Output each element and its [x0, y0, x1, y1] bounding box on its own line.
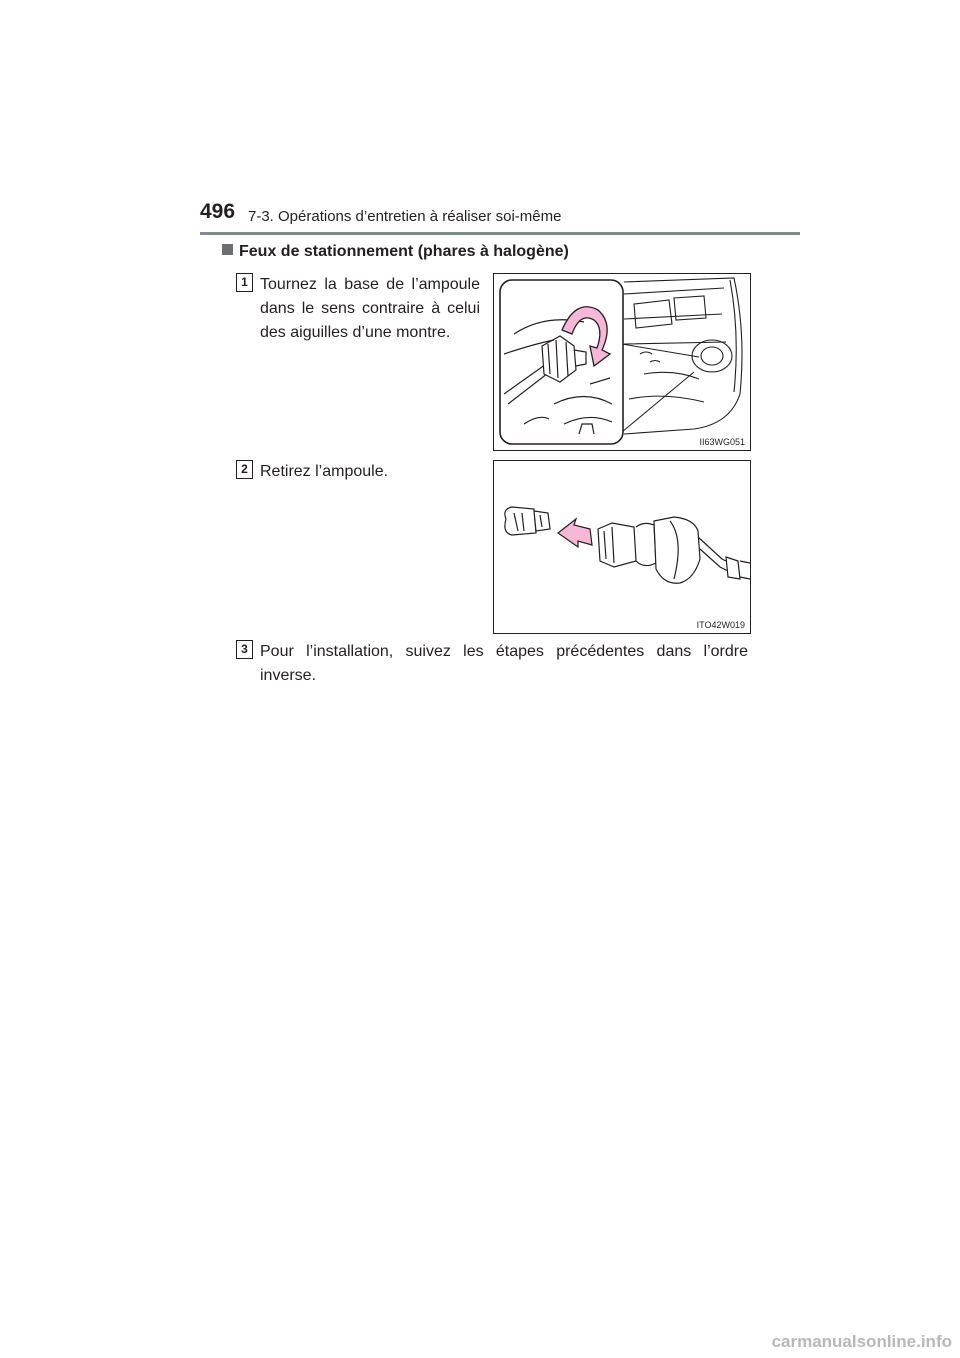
step-1-line-3: des aiguilles d’une montre.	[260, 324, 451, 341]
step-number-3: 3	[236, 640, 253, 659]
figure-2-code: ITO42W019	[696, 620, 745, 630]
step-3-text	[260, 640, 748, 688]
page-number: 496	[200, 200, 236, 223]
chapter-title: 7-3. Opérations d’entretien à réaliser soi-même	[248, 208, 562, 225]
step-1-line-2: dans le sens contraire à celui	[260, 300, 480, 317]
figure-1-code: II63WG051	[699, 437, 745, 447]
figure-1-bulb-socket-rotation	[493, 273, 751, 451]
headlight-rear-illustration	[494, 274, 750, 450]
figure-2-bulb-removal	[493, 460, 751, 634]
step-2-text	[260, 460, 388, 484]
header-rule	[200, 232, 800, 235]
step-3-line-1: Pour l’installation, suivez les étapes précédentes dans l’ordre	[260, 643, 748, 660]
step-2-line-1: Retirez l’ampoule.	[260, 463, 389, 480]
step-3-line-2: inverse.	[260, 667, 317, 684]
step-1-line-1: Tournez la base de l’ampoule	[260, 276, 480, 293]
square-bullet-icon	[222, 244, 233, 255]
watermark: carmanualsonline.info	[771, 1332, 952, 1351]
bulb-and-socket-illustration	[494, 461, 750, 633]
step-number-2: 2	[236, 460, 253, 479]
section-heading	[222, 243, 569, 261]
step-1-text	[260, 273, 480, 345]
section-title: Feux de stationnement (phares à halogène)	[239, 243, 569, 260]
left-arrow-icon	[558, 519, 592, 547]
step-number-1: 1	[236, 273, 253, 292]
